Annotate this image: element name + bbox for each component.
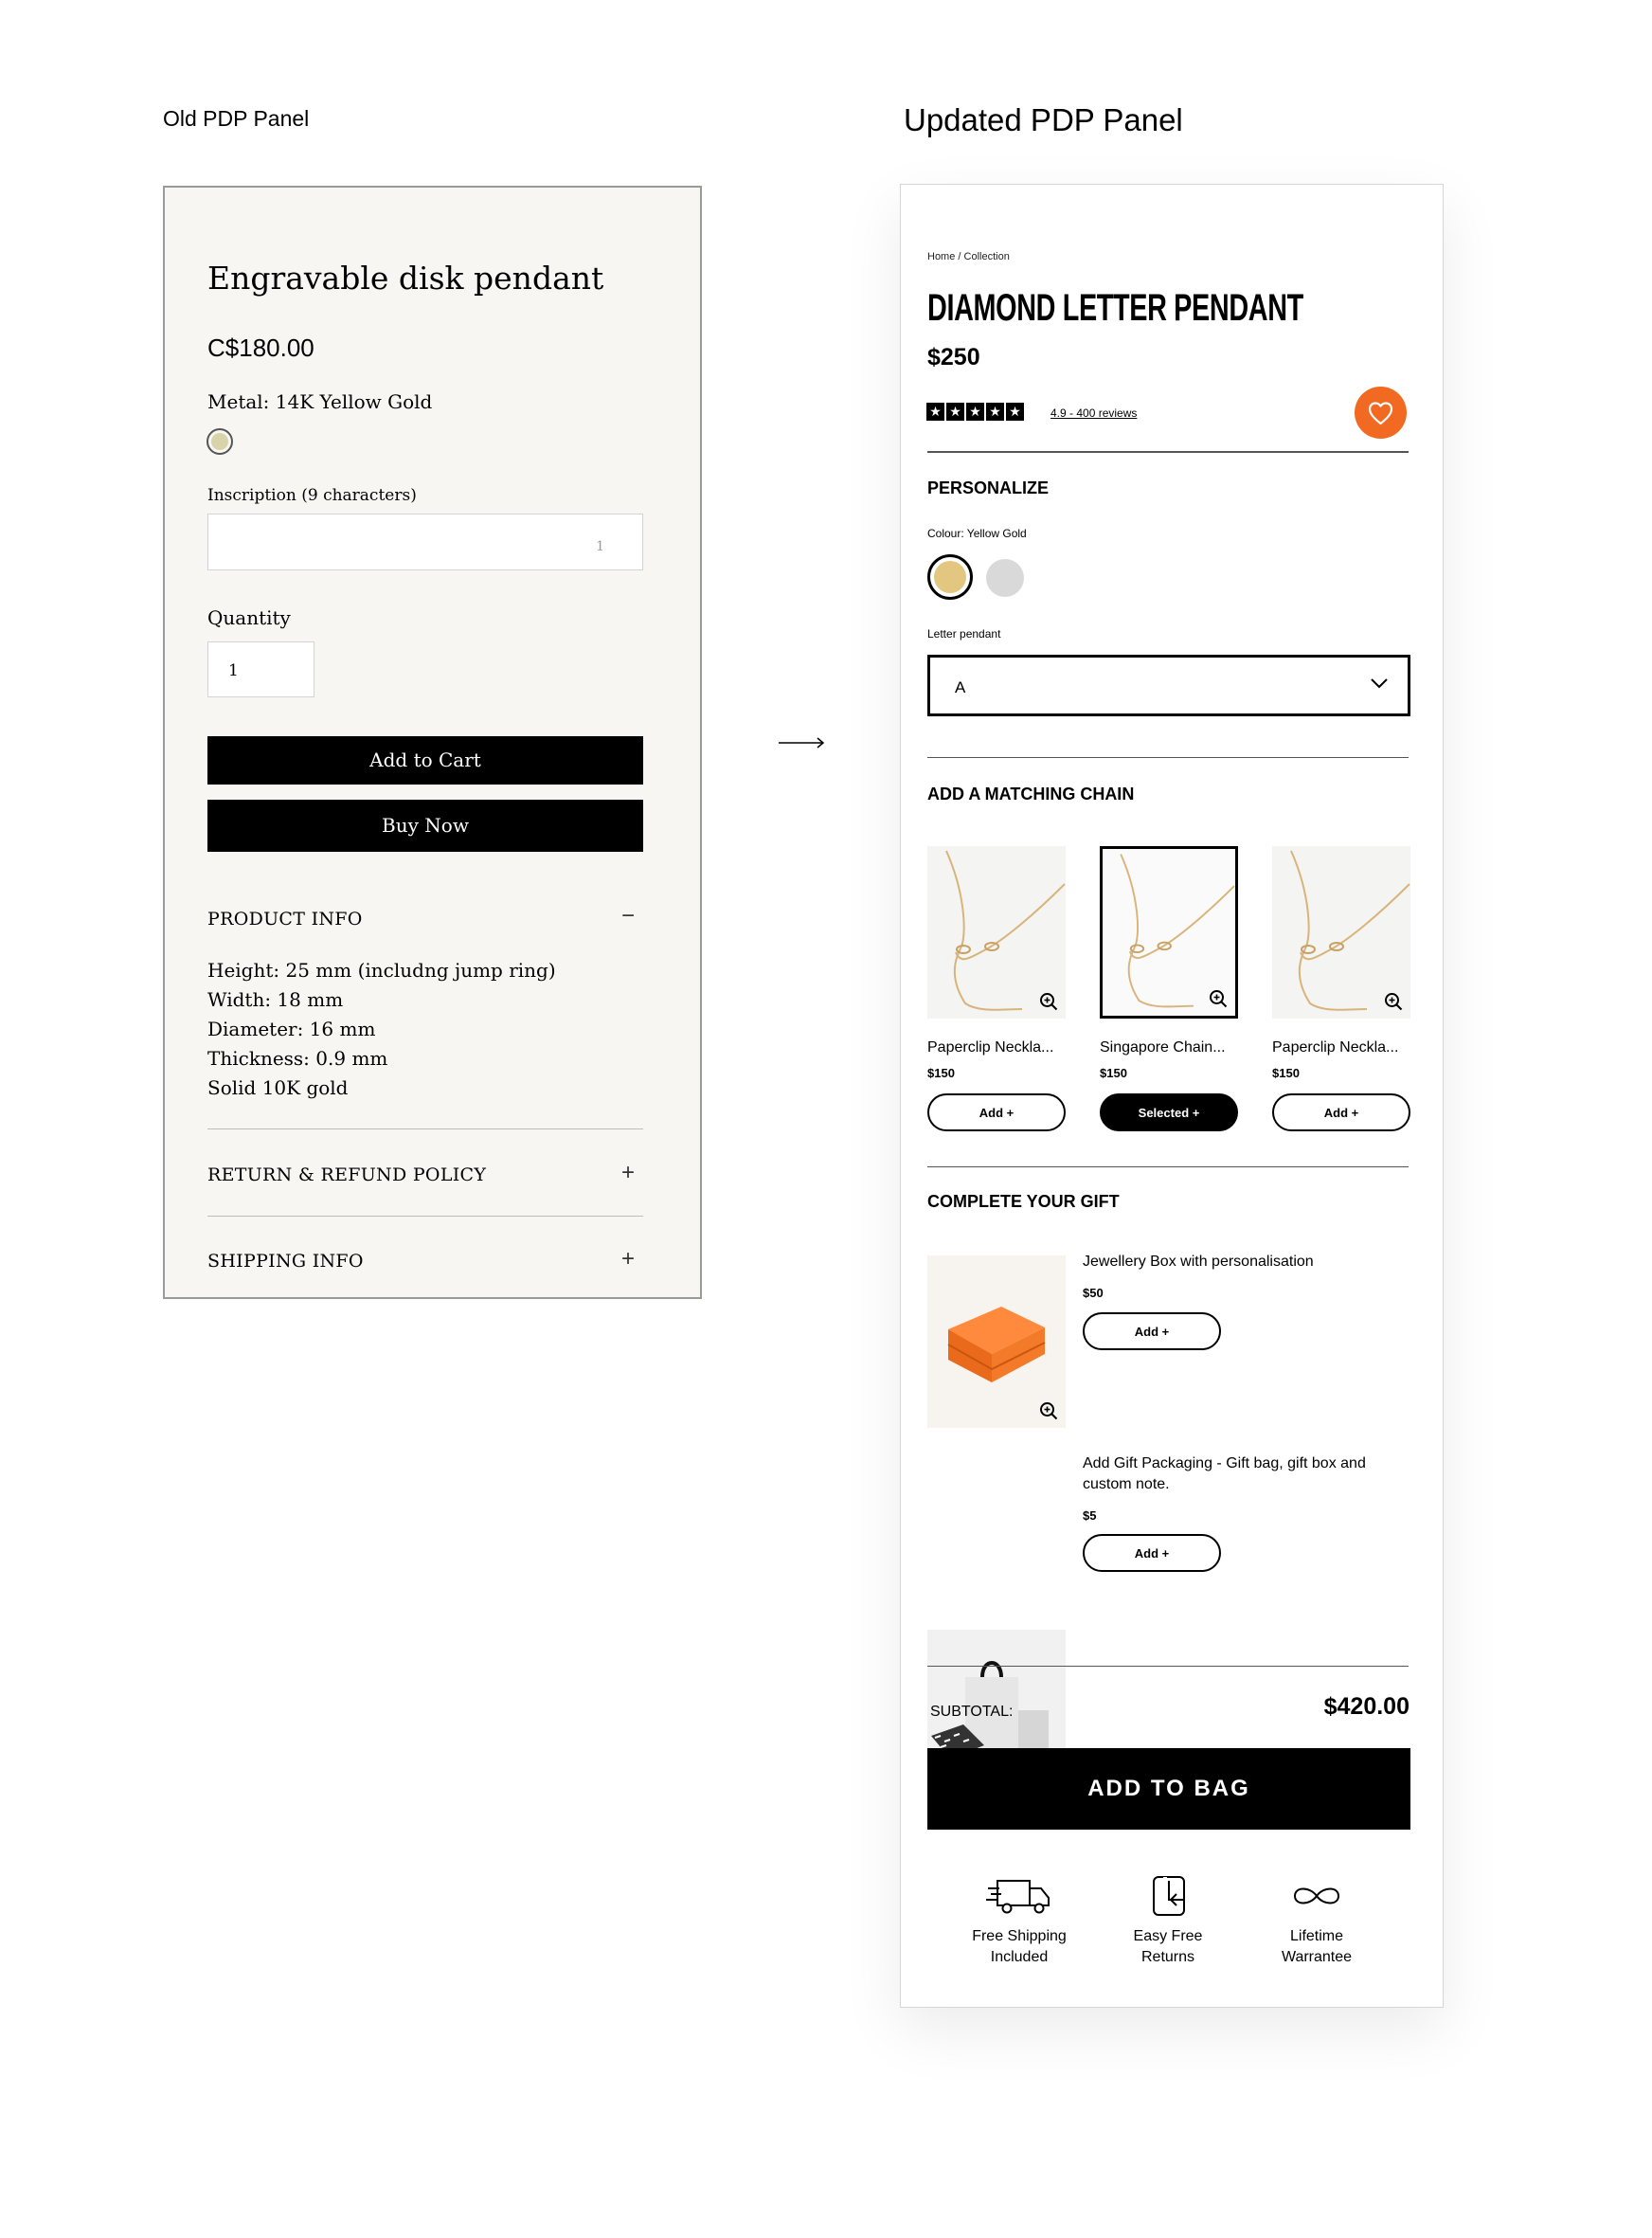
feature-line2: Returns <box>1140 1949 1195 1965</box>
chain-name: Singapore Chain... <box>1100 1039 1226 1056</box>
infinity-icon <box>1284 1875 1350 1917</box>
star-icon: ★ <box>926 403 944 421</box>
feature-easy-returns <box>1102 1875 1234 1968</box>
inscription-input[interactable] <box>207 514 643 570</box>
spec-width: Width: 18 mm <box>207 988 344 1011</box>
updated-pdp-panel <box>900 184 1444 2008</box>
zoom-icon[interactable] <box>1039 992 1058 1011</box>
quantity-label: Quantity <box>207 606 291 629</box>
zoom-icon[interactable] <box>1209 989 1228 1008</box>
feature-line2: Included <box>990 1949 1049 1965</box>
gift-item-name: Add Gift Packaging - Gift bag, gift box and custom note. <box>1083 1455 1366 1492</box>
swatch-yellow-gold[interactable] <box>927 554 973 600</box>
plus-icon[interactable]: + <box>621 1160 636 1185</box>
zoom-icon[interactable] <box>1039 1401 1058 1420</box>
subtotal-value: $420.00 <box>1323 1693 1410 1720</box>
divider <box>207 1128 643 1129</box>
add-gift-packaging-button[interactable]: Add + <box>1083 1534 1221 1572</box>
metal-swatch-yellow-gold[interactable] <box>206 428 233 455</box>
feature-line1: Free Shipping <box>972 1928 1067 1944</box>
return-icon <box>1135 1875 1201 1917</box>
add-to-cart-button[interactable]: Add to Cart <box>207 736 643 785</box>
add-to-bag-button[interactable]: ADD TO BAG <box>927 1748 1410 1830</box>
divider <box>927 451 1409 453</box>
inscription-label: Inscription (9 characters) <box>207 486 417 505</box>
quantity-input[interactable]: 1 <box>207 641 314 697</box>
star-icon: ★ <box>986 403 1004 421</box>
heart-icon <box>1355 387 1407 439</box>
star-icon: ★ <box>966 403 984 421</box>
feature-lifetime-warranty <box>1250 1875 1383 1968</box>
spec-diameter: Diameter: 16 mm <box>207 1018 376 1040</box>
chain-price: $150 <box>1272 1066 1300 1080</box>
buy-now-button[interactable]: Buy Now <box>207 800 643 852</box>
rating-stars <box>926 403 1024 421</box>
plus-icon[interactable]: + <box>621 1246 636 1272</box>
return-policy-toggle[interactable]: RETURN & REFUND POLICY <box>207 1164 487 1185</box>
chain-image[interactable] <box>1100 846 1238 1019</box>
zoom-icon[interactable] <box>1384 992 1403 1011</box>
old-panel-heading: Old PDP Panel <box>163 106 310 131</box>
divider <box>927 1666 1409 1667</box>
chain-card[interactable] <box>1272 846 1410 1131</box>
spec-thickness: Thickness: 0.9 mm <box>207 1047 388 1070</box>
shipping-info-toggle[interactable]: SHIPPING INFO <box>207 1251 364 1272</box>
feature-line1: Easy Free <box>1133 1928 1203 1944</box>
matching-chain-heading: ADD A MATCHING CHAIN <box>927 785 1135 803</box>
truck-icon <box>986 1875 1052 1917</box>
breadcrumb[interactable]: Home / Collection <box>927 251 1010 262</box>
chain-price: $150 <box>1100 1066 1127 1080</box>
spec-height: Height: 25 mm (includng jump ring) <box>207 959 556 982</box>
gift-item-price: $50 <box>1083 1286 1104 1300</box>
product-specs <box>207 956 556 1103</box>
old-pdp-panel <box>163 186 702 1299</box>
reviews-link[interactable]: 4.9 - 400 reviews <box>1050 406 1138 420</box>
product-price: C$180.00 <box>207 334 314 362</box>
add-chain-button[interactable]: Add + <box>927 1093 1066 1131</box>
chevron-down-icon <box>1370 677 1389 690</box>
feature-line1: Lifetime <box>1289 1928 1344 1944</box>
jewellery-box-image[interactable] <box>927 1255 1066 1428</box>
chain-price: $150 <box>927 1066 955 1080</box>
swatch-silver[interactable] <box>986 559 1024 597</box>
spec-material: Solid 10K gold <box>207 1076 349 1099</box>
complete-gift-heading: COMPLETE YOUR GIFT <box>927 1192 1120 1211</box>
divider <box>927 1166 1409 1167</box>
metal-label: Metal: 14K Yellow Gold <box>207 390 433 413</box>
product-title: DIAMOND LETTER PENDANT <box>927 287 1303 329</box>
product-title: Engravable disk pendant <box>207 260 604 297</box>
chain-name: Paperclip Neckla... <box>1272 1039 1399 1056</box>
selected-chain-button[interactable]: Selected + <box>1100 1093 1238 1131</box>
star-icon: ★ <box>1006 403 1024 421</box>
gift-item-name: Jewellery Box with personalisation <box>1083 1254 1314 1270</box>
product-info-toggle[interactable]: PRODUCT INFO <box>207 909 363 929</box>
product-price: $250 <box>927 344 980 370</box>
gift-item-price: $5 <box>1083 1508 1097 1523</box>
chain-image[interactable] <box>927 846 1066 1019</box>
chain-card[interactable] <box>927 846 1066 1131</box>
letter-pendant-label: Letter pendant <box>927 627 1001 641</box>
add-chain-button[interactable]: Add + <box>1272 1093 1410 1131</box>
inscription-char-count: 1 <box>596 539 604 554</box>
feature-line2: Warrantee <box>1281 1949 1353 1965</box>
arrow-right-icon <box>779 737 825 749</box>
divider <box>207 1216 643 1217</box>
feature-free-shipping <box>953 1875 1086 1968</box>
letter-select[interactable] <box>927 655 1410 716</box>
star-icon: ★ <box>946 403 964 421</box>
chain-name: Paperclip Neckla... <box>927 1039 1054 1056</box>
colour-label: Colour: Yellow Gold <box>927 527 1027 540</box>
wishlist-button[interactable] <box>1355 387 1407 439</box>
personalize-heading: PERSONALIZE <box>927 478 1050 497</box>
letter-select-value: A <box>955 678 966 696</box>
chain-card[interactable] <box>1100 846 1238 1131</box>
minus-icon[interactable]: − <box>621 903 636 929</box>
new-panel-heading: Updated PDP Panel <box>904 102 1183 137</box>
divider <box>927 757 1409 758</box>
subtotal-label: SUBTOTAL: <box>930 1704 1014 1720</box>
chain-image[interactable] <box>1272 846 1410 1019</box>
add-gift-box-button[interactable]: Add + <box>1083 1312 1221 1350</box>
